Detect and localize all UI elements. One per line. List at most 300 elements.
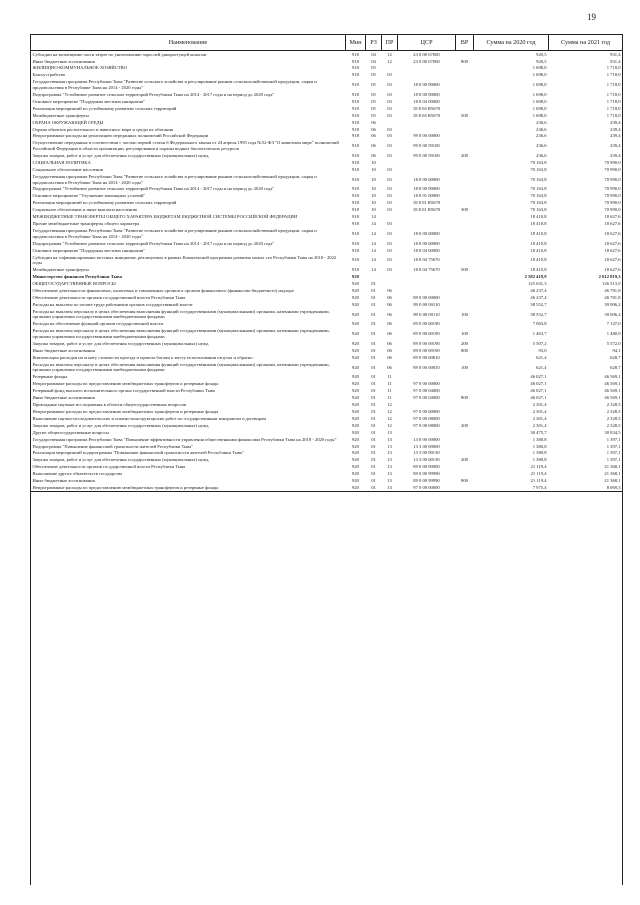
cell-sum-2020: 21 119,4 [530,471,547,477]
cell-rz: 01 [371,450,376,456]
cell-vr [456,79,474,92]
cell-sum-2021: 70 990,0 [604,200,621,206]
table-row [31,361,623,374]
cell-rz: 14 [371,230,376,236]
cell-csr: 99 0 00 00000 [413,133,440,139]
cell-sum-2021: 931,4 [610,51,621,57]
cell-csr: 97 0 00 00000 [398,485,456,492]
cell-pr: 03 [387,267,392,273]
cell-vr: 200 [461,422,468,428]
cell-min: 920 [352,374,359,380]
cell-pr: 06 [387,287,392,293]
cell-name: Государственная программа Республики Тыва "Развитие сельского хозяйства и регулирование рынков сельскохозяйственной продукции, сырья и продовольствия в Республике Тыва на 2014 - 2020 годы" [32,79,317,91]
cell-rz: 05 [371,91,376,97]
cell-min: 920 [352,340,359,346]
cell-name: Расходы на обеспечение функций органов государственной власти [32,321,163,327]
table-border-right [622,34,623,885]
cell-min: 918 [352,91,359,97]
cell-sum-2021: 39 006,2 [604,301,621,307]
cell-sum-2020: 18 410,8 [530,230,547,236]
cell-pr: 12 [387,408,392,414]
cell-rz: 06 [371,133,376,139]
cell-pr: 11 [387,388,392,394]
cell-name: Обеспечение деятельности финансовых, налоговых и таможенных органов и органов финансового (финансово-бюджетного) надзора [32,287,294,293]
cell-sum-2021: 628,7 [610,354,621,360]
cell-rz: 06 [371,126,376,132]
cell-rz: 01 [371,331,376,337]
cell-sum-2021: 239,4 [610,153,621,159]
cell-sum-2020: 1 380,8 [532,450,547,456]
cell-csr: 97 0 00 08000 [413,415,440,421]
cell-min: 920 [352,301,359,307]
cell-rz: 01 [371,436,376,442]
cell-csr: 18 8 04 75670 [413,257,440,263]
cell-rz: 01 [371,471,376,477]
cell-sum-2021: 239,4 [610,126,621,132]
cell-sum-2021: 70 990,0 [604,176,621,182]
cell-pr: 03 [387,98,392,104]
cell-csr [398,280,456,287]
table-row [31,72,623,79]
cell-name: Выполнение других обязательств государства [32,471,123,477]
cell-csr [398,72,456,79]
cell-vr [456,126,474,133]
cell-vr [456,227,474,240]
cell-vr [456,65,474,72]
cell-min: 920 [352,395,359,401]
cell-vr [456,193,474,200]
cell-rz: 01 [371,443,376,449]
cell-name: Государственная программа Республики Тыва "Развитие сельского хозяйства и регулирование рынков сельскохозяйственной продукции, сырья и продовольствия в Республике Тыва на 2014 - 2020 годы" [32,173,317,185]
cell-vr [456,436,474,443]
cell-csr: 99 0 00 59100 [413,153,440,159]
cell-min: 918 [352,112,359,118]
cell-min: 918 [352,200,359,206]
table-row [31,193,623,200]
cell-pr: 03 [387,91,392,97]
cell-sum-2020: 1 698,0 [532,82,547,88]
cell-sum-2020: 236,6 [536,143,547,149]
cell-rz: 04 [371,51,376,57]
cell-name: Подпрограмма "Устойчивое развитие сельских территорий Республики Тыва на 2014 - 2017 годы и на период до 2020 года" [32,240,275,246]
table-row [31,240,623,247]
cell-sum-2021: 2 328,5 [606,402,621,408]
cell-sum-2020: 70 163,8 [530,176,547,182]
cell-min: 920 [346,485,366,492]
cell-sum-2020: 46 027,1 [530,395,547,401]
cell-min: 918 [352,51,359,57]
cell-csr: 89 0 00 00110 [413,311,440,317]
cell-sum-2020: 2 301,4 [532,402,547,408]
cell-sum-2020: 21 119,4 [530,464,547,470]
cell-rz: 10 [371,207,376,213]
table-row [31,374,623,381]
cell-name: Межбюджетные трансферты [32,267,89,273]
cell-csr: 89 0 00 00000 [413,294,440,300]
cell-sum-2020: 1 698,0 [532,98,547,104]
cell-min: 920 [352,364,359,370]
cell-csr: 23 0 00 67000 [413,51,440,57]
cell-pr: 06 [387,347,392,353]
cell-vr [456,280,474,287]
cell-rz: 14 [371,267,376,273]
cell-name: Основное мероприятие "Поддержка местных инициатив" [32,247,146,253]
cell-vr: 100 [461,331,468,337]
cell-vr [456,140,474,153]
cell-vr: 200 [461,340,468,346]
cell-pr: 03 [387,143,392,149]
cell-sum-2021: 18 627,6 [604,221,621,227]
cell-csr: 18 8 04 00000 [413,247,440,253]
cell-vr [456,51,474,58]
cell-sum-2020: 920,5 [536,51,547,57]
cell-name: Резервный фонд высшего исполнительного органа государственной власти Республики Тыва [32,388,215,394]
cell-vr [456,173,474,186]
cell-vr [456,186,474,193]
cell-sum-2020: 18 410,8 [530,257,547,263]
cell-sum-2021: 46 781,8 [604,294,621,300]
cell-name: Субсидии на возмещение части затрат по уничтожению зарослей дикорастущей конопли [32,51,207,57]
cell-sum-2020: 46 237,4 [530,287,547,293]
cell-min: 920 [352,294,359,300]
cell-rz: 01 [371,457,376,463]
table-row [31,133,623,140]
header-sum-2021: Сумма на 2021 год [549,35,623,51]
cell-sum-2021: 1 718,0 [606,112,621,118]
table-row [31,388,623,395]
cell-csr: 23 0 00 67000 [413,58,440,64]
cell-sum-2021: 1 397,1 [606,436,621,442]
cell-rz: 14 [371,214,376,220]
cell-pr: 06 [387,331,392,337]
cell-rz: 01 [371,415,376,421]
cell-name: Благоустройство [32,72,66,78]
cell-name: Межбюджетные трансферты [32,112,89,118]
cell-sum-2020: 70 163,8 [530,200,547,206]
cell-min: 918 [352,126,359,132]
cell-sum-2020: 236,6 [536,119,547,125]
cell-vr [456,294,474,301]
cell-sum-2021: 7 147,0 [606,321,621,327]
cell-sum-2021: 126 513,9 [602,281,621,286]
cell-pr: 06 [387,340,392,346]
cell-min: 918 [352,98,359,104]
table-row [31,485,623,492]
table-row [31,340,623,347]
cell-min: 920 [352,311,359,317]
cell-name: Резервные фонды [32,374,68,380]
cell-pr: 13 [387,471,392,477]
table-row [31,443,623,450]
table-row [31,51,623,58]
table-row [31,65,623,72]
table-row [31,457,623,464]
cell-pr: 06 [387,354,392,360]
cell-vr [456,159,474,166]
cell-vr [456,388,474,395]
cell-vr [456,381,474,388]
cell-sum-2021: 2 328,5 [606,408,621,414]
cell-pr: 06 [387,364,392,370]
cell-vr [456,133,474,140]
cell-name: ОБЩЕГОСУДАРСТВЕННЫЕ ВОПРОСЫ [32,281,116,286]
cell-pr: 03 [387,105,392,111]
cell-min: 918 [352,247,359,253]
cell-rz: 01 [371,464,376,470]
cell-min: 920 [352,408,359,414]
cell-sum-2020: 1 380,8 [532,436,547,442]
cell-csr: 18 8 04 75670 [413,267,440,273]
table-row [31,471,623,478]
cell-sum-2021: 18 627,6 [604,214,621,220]
table-row [31,91,623,98]
table-row [31,436,623,443]
cell-sum-2020: 236,6 [536,133,547,139]
cell-sum-2021: 46 569,1 [604,388,621,394]
cell-vr [456,119,474,126]
cell-rz: 14 [371,240,376,246]
cell-min: 918 [352,221,359,227]
cell-vr [456,354,474,361]
cell-rz: 06 [371,119,376,125]
cell-sum-2021: 70 990,0 [604,186,621,192]
cell-sum-2020: 1 698,0 [532,112,547,118]
cell-vr [456,408,474,415]
cell-name: Обеспечение деятельности органов государственной власти Республики Тыва [32,464,186,470]
cell-sum-2021: 70 990,0 [604,207,621,213]
cell-csr: 18 8 00 00000 [413,186,440,192]
cell-sum-2021: 8 069,3 [549,485,623,492]
cell-sum-2020: 93,0 [538,347,547,353]
cell-sum-2020: 1 698,0 [532,65,547,71]
cell-pr: 03 [387,193,392,199]
cell-sum-2021: 30 834,5 [604,429,621,435]
cell-vr: 200 [461,457,468,463]
cell-pr: 06 [387,321,392,327]
cell-vr: 800 [461,478,468,484]
cell-sum-2020: 1 463,7 [532,331,547,337]
cell-pr: 13 [382,485,398,492]
cell-pr: 13 [387,450,392,456]
cell-csr [398,159,456,166]
cell-sum-2021: 1 718,0 [606,98,621,104]
table-row [31,173,623,186]
table-row [31,301,623,308]
cell-sum-2020: 46 027,1 [530,381,547,387]
cell-pr: 03 [387,82,392,88]
cell-name: СОЦИАЛЬНАЯ ПОЛИТИКА [32,159,91,165]
cell-sum-2021: 5 572,0 [606,340,621,346]
cell-csr: 13 0 00 00000 [413,436,440,442]
cell-sum-2020: 125 041,3 [528,281,547,286]
table-row [31,126,623,133]
cell-sum-2020: 38 552,7 [530,311,547,317]
cell-rz: 01 [371,347,376,353]
cell-csr: 97 0 00 04000 [413,395,440,401]
cell-min: 918 [352,176,359,182]
cell-name: Осуществление переданных в соответствии с частью первой статьи 6 Федерального закона от 24 апреля 1995 года №52-ФЗ "О животном мире" полномочий Российской Федерации в области организации, регулирования и охраны водных биологических ресурсов [32,140,339,152]
cell-vr [456,321,474,328]
cell-pr [382,159,398,166]
cell-name: Субсидии на софинансирование местных инициатив, реализуемых в рамках Комплексной программы развития малых сел Республики Тыва на 2018 - 2022 годы [32,254,337,266]
cell-name: Прикладные научные исследования в области общегосударственных вопросов [32,402,187,408]
cell-pr [382,65,398,72]
cell-name: Расходы на выплаты персоналу в целях обеспечения выполнения функций государственными (муниципальными) органами, казенными учреждениями, органами управления государственными внебюджетными фондами [32,308,330,320]
cell-sum-2020: 7 975,4 [474,485,549,492]
cell-sum-2021: 39 006,2 [604,311,621,317]
table-row [31,287,623,294]
cell-rz: 01 [371,340,376,346]
cell-name: Министерство финансов Республики Тыва [32,274,122,280]
cell-sum-2020: 38 552,7 [530,301,547,307]
cell-csr: 18 8 01 R5670 [412,200,441,206]
table-body [31,51,623,492]
cell-pr: 13 [387,443,392,449]
cell-csr [398,166,456,173]
cell-vr [456,429,474,436]
cell-sum-2021: 46 569,1 [604,395,621,401]
table-row [31,98,623,105]
cell-sum-2020: 18 410,8 [530,240,547,246]
cell-min: 920 [352,274,359,280]
cell-min: 918 [352,65,359,71]
table-row [31,200,623,207]
cell-pr: 03 [387,221,392,227]
cell-csr: 89 0 00 00190 [413,321,440,327]
cell-rz: 10 [371,193,376,199]
cell-pr: 13 [387,478,392,484]
cell-min: 918 [352,159,359,165]
table-row [31,464,623,471]
cell-min: 920 [352,415,359,421]
cell-name: Обеспечение деятельности органов государственной власти Республики Тыва [32,294,186,300]
cell-rz: 06 [371,153,376,159]
cell-sum-2020: 46 027,1 [530,388,547,394]
cell-sum-2020: 18 410,8 [530,247,547,253]
cell-min: 918 [352,186,359,192]
cell-vr [456,401,474,408]
cell-csr: 18 8 04 00000 [413,98,440,104]
cell-sum-2021: 21 368,1 [604,471,621,477]
header-csr: ЦСР [398,35,456,51]
cell-sum-2020: 1 698,0 [532,72,547,78]
cell-csr: 13 3 00 00130 [413,450,440,456]
cell-csr: 18 0 00 00000 [413,82,440,88]
table-row [31,267,623,274]
cell-sum-2021: 70 990,0 [604,193,621,199]
table-row [31,159,623,166]
cell-csr: 18 8 00 00000 [413,91,440,97]
cell-min: 918 [352,105,359,111]
cell-pr [382,214,398,221]
cell-sum-2021: 2 612 819,3 [598,274,621,280]
cell-name: Другие общегосударственные вопросы [32,429,109,435]
cell-vr [456,72,474,79]
header-rz: РЗ [366,35,382,51]
table-row [31,112,623,119]
cell-rz: 01 [371,478,376,484]
cell-rz: 01 [371,321,376,327]
cell-vr [456,415,474,422]
cell-vr [456,91,474,98]
cell-pr: 03 [387,257,392,263]
table-border-left [30,34,31,885]
cell-csr [398,119,456,126]
cell-pr: 12 [387,51,392,57]
cell-sum-2020: 2 301,4 [532,415,547,421]
cell-rz: 01 [371,422,376,428]
cell-name: Непрограммные расходы по предоставлению межбюджетных трансфертов и резервные фонды [32,408,219,414]
cell-name: Закупка товаров, работ и услуг для обеспечения государственных (муниципальных) нужд [32,457,209,463]
cell-sum-2021: 18 627,6 [604,247,621,253]
cell-csr: 13 3 00 00130 [413,457,440,463]
cell-csr [398,287,456,294]
cell-rz: 14 [371,247,376,253]
cell-name: ОХРАНА ОКРУЖАЮЩЕЙ СРЕДЫ [32,119,104,125]
cell-sum-2021: 21 368,1 [604,464,621,470]
cell-pr: 12 [387,422,392,428]
cell-min: 918 [352,143,359,149]
cell-name: Подпрограмма "Повышение финансовой грамотности жителей Республики Тыва" [32,443,194,449]
cell-rz: 05 [371,72,376,78]
cell-pr: 12 [387,58,392,64]
cell-pr: 03 [387,133,392,139]
cell-sum-2021: 239,4 [610,133,621,139]
cell-sum-2020: 1 380,8 [532,443,547,449]
budget-table [30,34,623,492]
cell-pr: 11 [387,374,392,380]
cell-sum-2020: 21 119,4 [530,478,547,484]
table-row [31,166,623,173]
cell-sum-2020: 18 410,8 [530,267,547,273]
cell-rz: 05 [371,82,376,88]
cell-min: 920 [352,450,359,456]
table-row [31,152,623,159]
table-row [31,254,623,267]
cell-sum-2021: 931,4 [610,58,621,64]
cell-rz: 01 [371,408,376,414]
table-row [31,280,623,287]
cell-pr: 13 [387,464,392,470]
cell-vr [456,105,474,112]
cell-sum-2021: 628,7 [610,364,621,370]
table-row [31,429,623,436]
cell-pr [382,119,398,126]
cell-min: 920 [352,381,359,387]
cell-csr [398,214,456,221]
cell-name: Прочие межбюджетные трансферты общего характера [32,221,140,227]
cell-pr: 03 [387,247,392,253]
cell-vr [456,273,474,280]
cell-sum-2021: 1 397,1 [606,450,621,456]
cell-csr: 99 0 00 59100 [413,143,440,149]
cell-pr [382,280,398,287]
cell-rz: 01 [371,287,376,293]
cell-sum-2021: 1 397,1 [606,457,621,463]
cell-name: Подпрограмма "Устойчивое развитие сельских территорий Республики Тыва на 2014 - 2017 годы и на период до 2020 года" [32,186,275,192]
cell-sum-2021: 46 781,8 [604,287,621,293]
cell-vr [456,214,474,221]
cell-name: Непрограммные расходы по предоставлению межбюджетных трансфертов и резервные фонды [32,381,219,387]
cell-sum-2021: 1 397,1 [606,443,621,449]
cell-vr [456,200,474,207]
table-row [31,273,623,280]
cell-min: 920 [352,436,359,442]
cell-csr: 18 0 00 00000 [413,176,440,182]
cell-rz: 10 [371,186,376,192]
cell-name: Расходы на выплаты персоналу в целях обеспечения выполнения функций государственными (муниципальными) органами, казенными учреждениями, органами управления государственными внебюджетными фондами [32,361,330,373]
cell-csr: 97 0 00 08000 [413,422,440,428]
